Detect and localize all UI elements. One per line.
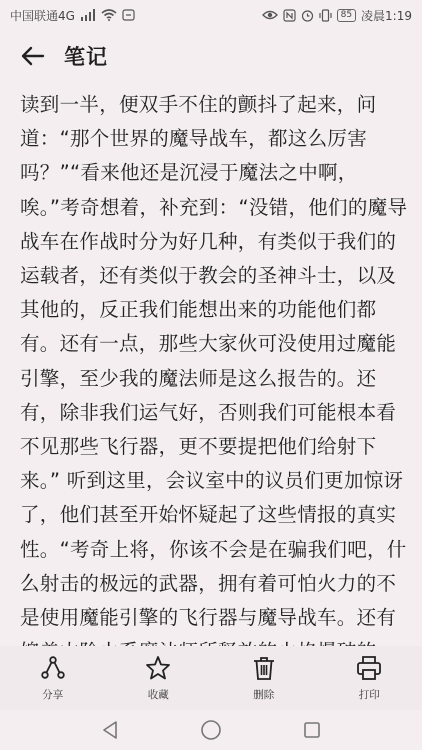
carrier-label: 中国联通4G: [10, 8, 75, 23]
note-text: 读到一半，便双手不住的颤抖了起来，问道：“那个世界的魔导战车，都这么厉害吗？”“看来他还是沉浸于魔法之中啊，唉。”考奇想着，补充到：“没错，他们的魔导战车在作战时分为好几种，有类似于我们的运载者，还有类似于教会的圣神斗士，以及其他的，反正我们能想出来的功能他们都有。还有一点，那些大家伙可没使用过魔能引擎，至少我的魔法师是这么报告的。还有，除非我们运气好，否则我们可能根本看不见那些飞行器，更不要提把他们给射下来。” 听到这里，会议室中的议员们更加惊讶了，他们甚至开始怀疑起了这些情报的真实性。“考奇上将，你该不会是在骗我们吧，什么射击的极远的武器，拥有着可怕火力的不是使用魔能引擎的飞行器与魔导战车。还有: [20, 93, 408, 630]
delete-button[interactable]: [224, 655, 304, 702]
app-header: [0, 30, 422, 82]
eye-icon: [262, 9, 278, 21]
share-button[interactable]: [13, 655, 93, 702]
nav-back-button[interactable]: [90, 715, 130, 745]
clock-label: 凌晨1:19: [361, 8, 412, 23]
recents-square-icon: [302, 720, 322, 740]
star-icon: [145, 655, 171, 681]
share-icon: [40, 655, 66, 681]
back-arrow-icon: [21, 46, 45, 66]
back-button[interactable]: [18, 41, 48, 71]
nav-recents-button[interactable]: [292, 715, 332, 745]
battery-icon: 85: [337, 9, 356, 22]
vibrate-icon: [319, 9, 332, 22]
print-label: 打印: [358, 688, 380, 701]
system-nav-bar: [0, 710, 422, 750]
bottom-toolbar: [0, 646, 422, 710]
delete-label: 删除: [253, 688, 275, 701]
status-bar: [0, 0, 422, 30]
trash-icon: [251, 655, 277, 681]
printer-icon: [356, 655, 382, 681]
nav-home-button[interactable]: [191, 715, 231, 745]
notification-icon: [122, 9, 135, 21]
signal-icon: [80, 9, 96, 21]
share-label: 分享: [42, 688, 64, 701]
alarm-icon: [301, 9, 314, 22]
back-triangle-icon: [101, 720, 119, 740]
favorite-button[interactable]: [118, 655, 198, 702]
note-content[interactable]: [0, 84, 422, 646]
wifi-icon: [101, 9, 117, 21]
page-title: 笔记: [64, 45, 108, 69]
nfc-icon: [283, 9, 296, 22]
home-circle-icon: [200, 719, 222, 741]
favorite-label: 收藏: [147, 688, 169, 701]
print-button[interactable]: [329, 655, 409, 702]
